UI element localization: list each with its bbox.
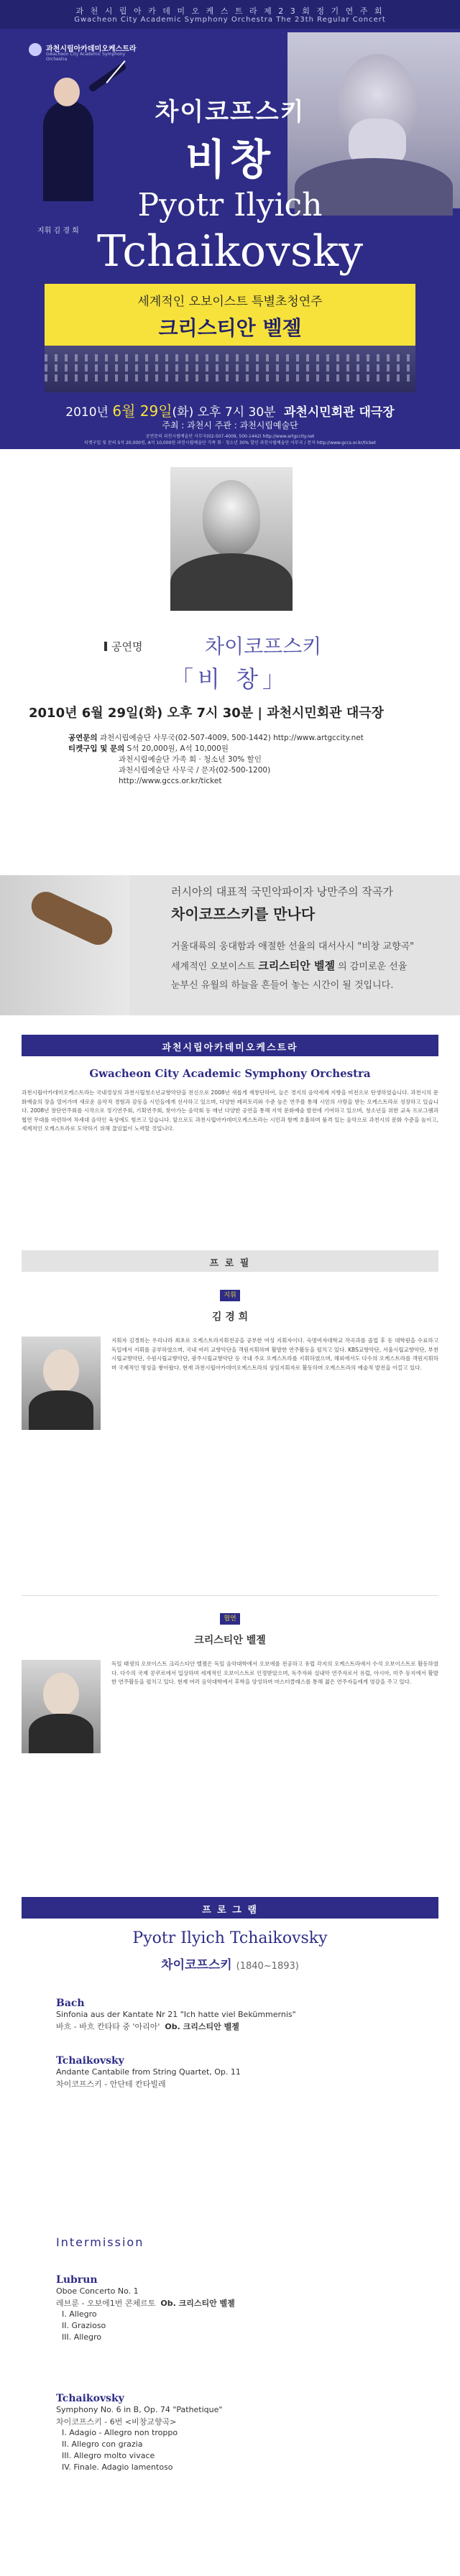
program-item: Tchaikovsky Symphony No. 6 in B, Op. 74 "Pathetique" 차이코프스키 - 6번 <비창교향곡> I. Adagio - Allegro non troppo II. Allegro con grazia III. Allegro molto vivace IV. Finale. Adagio lamentoso: [56, 2393, 223, 2472]
info-subtitle: 「비 창」: [170, 665, 290, 693]
conductor-tag: 지휘: [220, 1290, 240, 1301]
info-row: 공연문의 과천시립예술단 사무국(02-507-4009, 500-1442) http://www.artgccity.net: [68, 734, 364, 742]
info-row: 티켓구입 및 문의 S석 20,000원, A석 10,000원: [68, 744, 229, 753]
intermission: Intermission: [56, 2235, 144, 2249]
program-item: Tchaikovsky Andante Cantabile from String Quartet, Op. 11 차이코프스키 - 안단테 칸타빌레: [56, 2055, 241, 2089]
poster-header-en: Gwacheon City Academic Symphony Orchestra The 23th Regular Concert: [74, 16, 386, 24]
conductor-photo: [22, 1337, 101, 1430]
orchestra-logo: 과천시립아카데미오케스트라 Gwacheon City Academic Symphony Orchestra: [29, 42, 137, 59]
promo-line-2: 차이코프스키를 만나다: [171, 905, 316, 923]
orchestra-description: 과천시립아카데미오케스트라는 국내정상의 과천시립청소년교향악단을 전신으로 2008년 새롭게 재창단하여, 늘은 경지의 음악세계 지향을 비전으로 탄생하였습니다. 과천시의 문화예술의 장을 열어가며 새로운 음악적 경험과 감동을 시민들에게 선사하고 있으며, 다양한 레퍼토리와 수준 높은 연주를 통해 시민의 사랑을 받는 오케스트라로 성장하고 있습니다. 2008년 창단연주회를 시작으로 정기연주회, 기획연주회, 찾아가는 음악회 등 매년 다양한 공연을 통해 지역 문화예술 발전에 기여하고 있으며, 청소년을 위한 교육 프로그램과 협연 무대를 마련하여 차세대 음악인 육성에도 힘쓰고 있습니다. 앞으로도 과천시립아카데미오케스트라는 시민과 함께 호흡하며 품격 있는 음악으로 과천시의 문화 수준을 높이고, 세계적인 오케스트라로 도약하기 위해 끊임없이 노력할 것입니다.: [22, 1089, 438, 1132]
program-section-header: 프 로 그 램: [22, 1897, 438, 1919]
poster-title-en-1: Pyotr Ilyich: [137, 187, 323, 223]
poster-title-kr: 차이코프스키: [155, 98, 305, 126]
poster-title-main: 비창: [185, 135, 275, 184]
promo-band: [0, 875, 460, 1015]
soloist-banner-caption: 세계적인 오보이스트 특별초청연주: [137, 295, 323, 309]
info-date: 2010년 6월 29일(화) 오후 7시 30분 | 과천시민회관 대극장: [29, 706, 384, 721]
info-details: [68, 733, 428, 787]
soloist-tag: 협연: [220, 1613, 240, 1625]
poster-header-kr: 과 천 시 립 아 카 데 미 오 케 스 트 라 제 2 3 회 정 기 연 주 회: [75, 6, 385, 16]
promo-line-3: 거울대륙의 웅대함과 애절한 선율의 대서사시 "비창 교향곡": [171, 941, 415, 952]
conductor-name: 김 경 희: [211, 1311, 249, 1323]
tchaikovsky-photo: [170, 467, 293, 611]
program-title-kr: 차이코프스키 (1840~1893): [161, 1958, 299, 1972]
info-title: 차이코프스키: [205, 634, 322, 658]
conductor-bio: 지휘자 김경희는 우리나라 최초로 오케스트라지휘전공을 공부한 여성 지휘자이다. 숙명여자대학교 작곡과를 졸업 후 동 대학원을 수료하고 독일에서 지휘를 공부하였으며, 국내 여러 교향악단을 객원지휘하며 활발한 연주활동을 펼치고 있다. KBS교향악단, 서울시립교향악단, 부천시립교향악단, 수원시립교향악단, 광주시립교향악단 등 국내 주요 오케스트라를 지휘하였으며, 해외에서도 다수의 오케스트라를 객원지휘하며 국제적인 명성을 쌓아왔다. 현재 과천시립아카데미오케스트라의 상임지휘자로 활동하며 오케스트라의 예술적 발전을 이끌고 있다.: [111, 1337, 438, 1371]
concert-poster: [0, 0, 460, 449]
orchestra-name-en: Gwacheon City Academic Symphony Orchestra: [89, 1067, 371, 1080]
info-label: 공연명: [104, 639, 142, 654]
info-row: 과천시립예술단 사무국 / 문자(02-500-1200): [119, 766, 271, 775]
poster-title-en-2: Tchaikovsky: [97, 226, 363, 277]
promo-line-1: 러시아의 대표적 국민악파이자 낭만주의 작곡가: [171, 885, 393, 898]
orchestra-section-header: 과천시립아카데미오케스트라: [22, 1035, 438, 1056]
promo-line-4: 세계적인 오보이스트 크리스티안 벨젤 의 감미로운 선율: [171, 959, 408, 972]
logo-mark-icon: [29, 43, 42, 56]
program-item: Bach Sinfonia aus der Kantate Nr 21 "Ich hatte viel Bekümmernis" 바흐 - 바흐 칸타타 중 '아리아' Ob. 크리스티안 벨젤: [56, 1998, 296, 2031]
info-row[interactable]: http://www.gccs.or.kr/ticket: [119, 777, 222, 785]
poster-conductor: 지휘 김 경 희: [37, 227, 79, 235]
promo-line-5: 눈부신 유월의 하늘을 흔들어 놓는 시간이 될 것입니다.: [171, 980, 394, 991]
poster-fineprint: 공연문의 과천시립예술단 사무국(02-507-4009, 500-1442) http://www.artgccity.net 티켓구입 및 문의 S석 20,000원, A석 10,000원 과천시립예술단 가족 회 · 청소년 30% 할인 과천시립예술단 사무국 / 문자 http://www.gccs.or.kr/ticket: [84, 434, 376, 446]
soloist-photo: [22, 1660, 101, 1753]
profile-section-header: 프 로 필: [22, 1250, 438, 1272]
soloist-banner-name: 크리스티안 벨젤: [158, 316, 302, 340]
divider: [22, 1595, 438, 1596]
orchestra-photo: [45, 346, 415, 392]
poster-organizers: 주최 : 과천시 주관 : 과천시립예술단: [162, 420, 298, 430]
label-bar-icon: [104, 642, 107, 651]
violin-photo: [0, 875, 129, 1015]
soloist-bio: 독일 태생의 오보이스트 크리스티안 벨젤은 독일 음악대학에서 오보에를 전공하고 유럽 각지의 오케스트라에서 수석 오보이스트로 활동하였다. 다수의 국제 콩쿠르에서 입상하며 세계적인 오보이스트로 인정받았으며, 독주자와 실내악 연주자로서 유럽, 아시아, 미주 등지에서 활발한 연주활동을 펼치고 있다. 현재 여러 음악대학에서 후학을 양성하며 마스터클래스를 통해 젊은 연주자들에게 영감을 주고 있다.: [111, 1661, 438, 1685]
poster-header-band: [0, 0, 460, 29]
program-title-en: Pyotr Ilyich Tchaikovsky: [132, 1929, 328, 1947]
concert-info: [0, 449, 460, 880]
program-item: Lubrun Oboe Concerto No. 1 레브룬 - 오보에1번 콘체르토 Ob. 크리스티안 벨젤 I. Allegro II. Grazioso III. Allegro: [56, 2274, 235, 2342]
soloist-name: 크리스티안 벨젤: [194, 1635, 266, 1646]
poster-date: 2010년 6월 29일(화) 오후 7시 30분 과천시민회관 대극장: [65, 402, 395, 420]
info-row: 과천시립예술단 가족 회 · 청소년 30% 할인: [119, 755, 262, 764]
soloist-banner: [45, 284, 415, 346]
